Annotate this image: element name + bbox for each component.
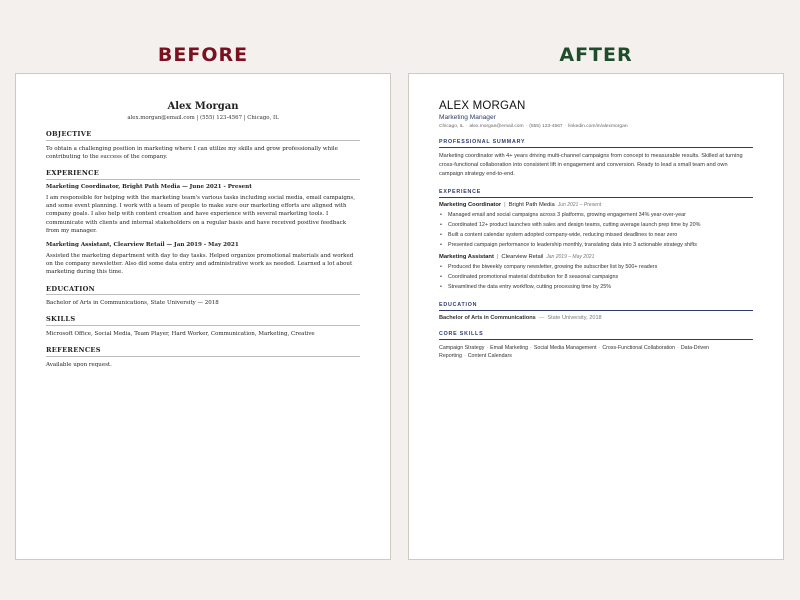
bullet-item	[439, 272, 753, 282]
bullet-item	[439, 220, 753, 230]
bullet-dot: •	[440, 221, 442, 228]
after-job-company: Clearview Retail	[501, 253, 544, 260]
after-heading: AFTER	[559, 44, 633, 66]
skill-separator: ·	[486, 344, 489, 351]
bullet-item	[439, 230, 753, 240]
contact-separator: ·	[465, 124, 468, 129]
bullet-dot: •	[440, 263, 442, 270]
before-education-text: Bachelor of Arts in Communications, State University — 2018	[46, 300, 219, 307]
education-dash: —	[538, 314, 545, 321]
skill-item: Social Media Management	[533, 344, 597, 351]
before-education-title: EDUCATION	[46, 285, 360, 296]
skill-separator: ·	[530, 344, 532, 351]
bullet-dot: •	[440, 241, 442, 248]
before-heading: BEFORE	[157, 44, 249, 66]
after-skills-title: CORE SKILLS	[439, 331, 753, 340]
skill-item: Campaign Strategy	[439, 344, 485, 351]
after-experience-title: EXPERIENCE	[439, 189, 753, 198]
contact-separator: ·	[525, 124, 528, 129]
after-summary-text: Marketing coordinator with 4+ years driving multi-channel campaigns from concept to measurable results. Skilled at turning cross-functional collaboration into consistent lift in engagement and conversion. Ready to lead a small team and own campaign strategy end-to-end.	[439, 153, 743, 177]
before-skills-text: Microsoft Office, Social Media, Team Player, Hard Worker, Communication, Marketing, Creative	[46, 330, 315, 337]
before-objective-text: To obtain a challenging position in marketing where I can utilize my skills and grow professionally while contributing to the success of the company.	[46, 145, 338, 160]
bullet-text: Produced the biweekly company newsletter, growing the subscriber list by 500+ readers	[448, 263, 658, 270]
before-job-text: Assisted the marketing department with day to day tasks. Helped organize promotional materials and worked on the company newsletter. Also did some data entry and administrative work as needed. Learned a lot about marketing during this time.	[46, 252, 354, 276]
bullet-dot: •	[440, 231, 442, 238]
before-job-title: Marketing Assistant, Clearview Retail — Jan 2019 - May 2021	[46, 241, 239, 248]
skill-item: Data-Driven Reporting	[439, 344, 710, 360]
bullet-item	[439, 262, 753, 272]
before-job	[46, 242, 360, 277]
before-skills-title: SKILLS	[46, 315, 360, 326]
contact-separator: ·	[564, 124, 567, 129]
job-separator: |	[496, 253, 499, 260]
after-job-title: Marketing Assistant	[439, 253, 494, 260]
before-job-text: I am responsible for helping with the marketing team's various tasks including social media, email campaigns, and some event planning. I work with a team of people to make sure our marketing efforts are aligned with company goals. I also help with content creation and have experience with several marketing tools. I communicate with clients and internal stakeholders on a regular basis and have received positive feedback from my manager.	[46, 194, 355, 235]
after-education-school: State University, 2018	[547, 314, 602, 321]
bullet-text: Streamlined the data entry workflow, cutting processing time by 25%	[448, 283, 611, 290]
after-job-company: Bright Path Media	[508, 201, 555, 208]
before-name: Alex Morgan	[167, 101, 239, 112]
before-objective-title: OBJECTIVE	[46, 130, 360, 141]
bullet-text: Coordinated 12+ product launches with sales and design teams, cutting average launch prep time by 20%	[448, 221, 701, 228]
before-experience-title: EXPERIENCE	[46, 169, 360, 180]
skill-item: Cross-Functional Collaboration	[602, 344, 676, 351]
skill-separator: ·	[463, 353, 466, 360]
skill-separator: ·	[598, 344, 601, 351]
job-separator: |	[504, 201, 506, 208]
bullet-dot: •	[440, 273, 442, 280]
contact-linkedin: linkedin.com/in/alexmorgan	[568, 124, 628, 129]
resume-before	[15, 73, 391, 560]
after-education-title: EDUCATION	[439, 302, 753, 311]
after-education-line	[439, 315, 753, 321]
contact-phone: (555) 123-4567	[529, 124, 563, 129]
bullet-item	[439, 240, 753, 250]
skill-separator: ·	[677, 344, 679, 351]
after-name: ALEX MORGAN	[439, 100, 526, 112]
bullet-text: Managed email and social campaigns across 3 platforms, growing engagement 34% year-over-year	[448, 211, 686, 218]
after-skills-list	[439, 344, 753, 361]
after-job-bullets	[439, 210, 753, 250]
bullet-text: Presented campaign performance to leadership monthly, translating data into 3 actionable strategy shifts	[448, 241, 697, 248]
after-job-bullets	[439, 262, 753, 292]
after-summary-title: PROFESSIONAL SUMMARY	[439, 139, 753, 148]
after-education-degree: Bachelor of Arts in Communications	[439, 314, 536, 321]
after-job-header	[439, 202, 753, 208]
skill-item: Email Marketing	[490, 344, 529, 351]
before-job-title: Marketing Coordinator, Bright Path Media — June 2021 - Present	[46, 183, 252, 190]
contact-email: alex.morgan@email.com	[469, 124, 524, 129]
after-contact	[439, 124, 753, 129]
before-job	[46, 184, 360, 236]
skill-item: Content Calendars	[467, 353, 512, 360]
after-role: Marketing Manager	[439, 114, 496, 121]
bullet-item	[439, 210, 753, 220]
contact-location: Chicago, IL	[439, 124, 464, 129]
after-job-date: Jun 2021 – Present	[557, 201, 602, 208]
bullet-item	[439, 282, 753, 292]
bullet-text: Built a content calendar system adopted company-wide, reducing missed deadlines to near zero	[448, 231, 678, 238]
after-job-title: Marketing Coordinator	[439, 201, 502, 208]
before-references-text: Available upon request.	[46, 361, 112, 368]
bullet-dot: •	[440, 211, 442, 218]
before-contact: alex.morgan@email.com | (555) 123-4567 | Chicago, IL	[127, 115, 279, 121]
resume-after	[408, 73, 784, 560]
after-job	[439, 254, 753, 292]
bullet-text: Coordinated promotional material distribution for 8 seasonal campaigns	[448, 273, 619, 280]
before-references-title: REFERENCES	[46, 346, 360, 357]
after-job	[439, 202, 753, 250]
after-job-header	[439, 254, 753, 260]
bullet-dot: •	[440, 283, 442, 290]
after-job-date: Jan 2019 – May 2021	[546, 253, 595, 260]
